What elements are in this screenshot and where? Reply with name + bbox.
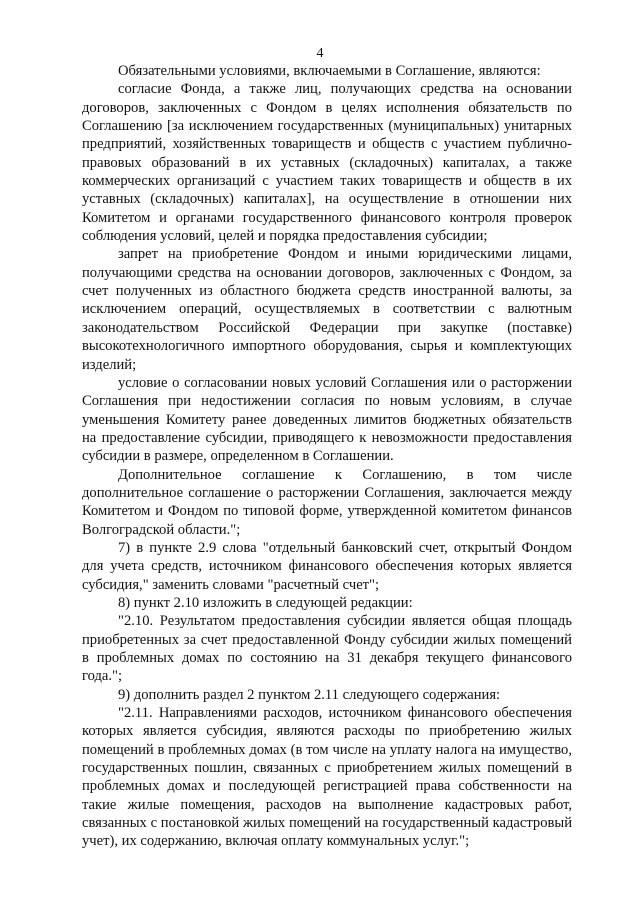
paragraph-mandatory-conditions: Обязательными условиями, включаемыми в Соглашение, являются: bbox=[118, 63, 541, 79]
paragraph-consent-clause: согласие Фонда, а также лиц, получающих средства на основании договоров, заключенных с Фондом в целях исполнения обязательств по Соглашению [за исключением государственных (муниципальных) унитарных предприятий, хозяйственных товариществ и обществ с участием публично-правовых образований в их уставных (складочных) капиталах, а также коммерческих организаций с участием таких товариществ и обществ в их уставных (складочных) капиталах], на осуществление в отношении них Комитетом и органами государственного финансового контроля проверок соблюдения условий, целей и порядка предоставления субсидии; bbox=[82, 81, 572, 245]
paragraph-renegotiation-clause: условие о согласовании новых условий Соглашения или о расторжении Соглашения при недостижении согласия по новым условиям, в случае уменьшения Комитету ранее доведенных лимитов бюджетных обязательств на предоставление субсидии, приводящего к невозможности предоставления субсидии в размере, определенном в Соглашении. bbox=[82, 374, 572, 465]
paragraph-item-8: 8) пункт 2.10 изложить в следующей редакции: bbox=[118, 594, 413, 611]
paragraph-currency-ban-clause: запрет на приобретение Фондом и иными юридическими лицами, получающими средства на основании договоров, заключенных с Фондом, за счет полученных из областного бюджета средств иностранной валюты, за исключением операций, осуществляемых в соответствии с валютным законодательством Российской Федерации при закупке (поставке) высокотехнологичного импортного оборудования, сырья и комплектующих изделий; bbox=[82, 246, 572, 373]
paragraph-item-7: 7) в пункте 2.9 слова "отдельный банковский счет, открытый Фондом для учета средств, источником финансового обеспечения которых является субсидия," заменить словами "расчетный счет"; bbox=[82, 539, 572, 593]
paragraph-item-9: 9) дополнить раздел 2 пунктом 2.11 следующего содержания: bbox=[118, 686, 501, 703]
page-number: 4 bbox=[316, 46, 324, 61]
paragraph-clause-2-10: "2.10. Результатом предоставления субсидии является общая площадь приобретенных за счет предоставленной Фонду субсидии жилых помещений в проблемных домах по состоянию на 31 декабря текущего финансового года."; bbox=[82, 613, 572, 685]
paragraph-additional-agreement: Дополнительное соглашение к Соглашению, в том числе дополнительное соглашение о расторжении Соглашения, заключается между Комитетом и Фондом по типовой форме, утвержденной комитетом финансов Волгоградской области."; bbox=[82, 466, 572, 538]
paragraph-clause-2-11: "2.11. Направлениями расходов, источником финансового обеспечения которых является субсидия, являются расходы по приобретению жилых помещений в проблемных домах (в том числе на уплату налога на имущество, государственных пошлин, связанных с приобретением жилых помещений в проблемных домах и последующей регистрацией права собственности на такие жилые помещения, расходов на выполнение кадастровых работ, связанных с постановкой жилых помещений на государственный кадастровый учет), их содержанию, включая оплату коммунальных услуг."; bbox=[82, 705, 572, 850]
document-body bbox=[82, 62, 572, 851]
